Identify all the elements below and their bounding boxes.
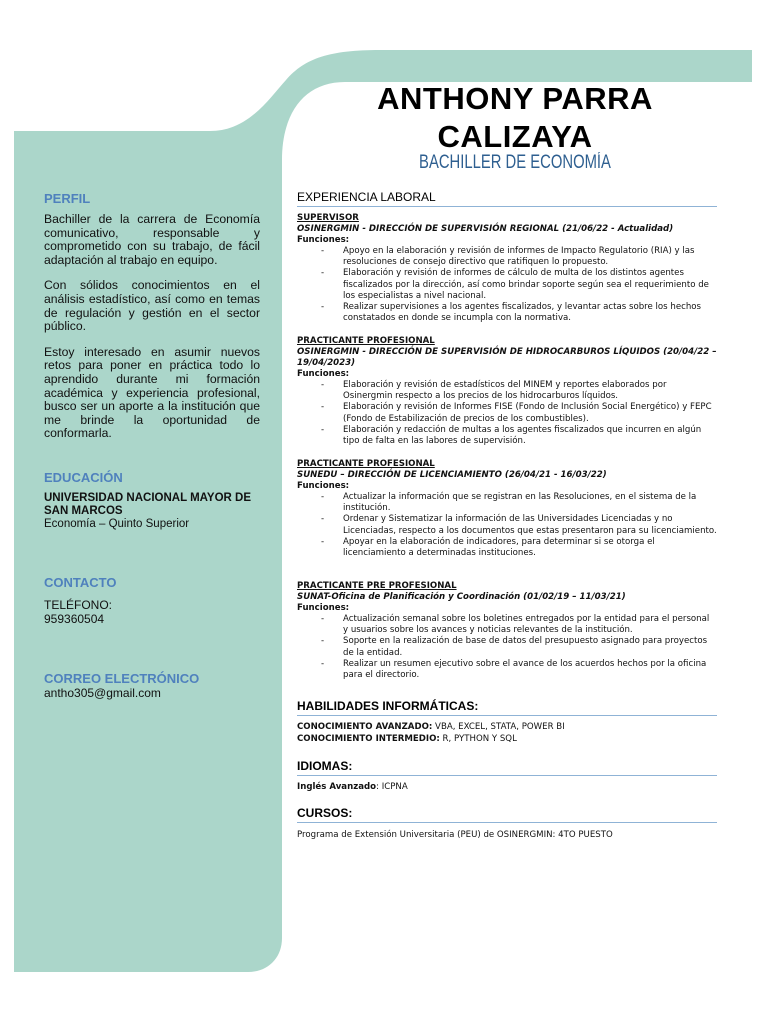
educacion-section [44, 492, 260, 531]
list-item: - Elaboración y revisión de informes de cálculo de multa de los distintos agentes fiscalizados por la dirección, así como brindar soporte según sea el requerimiento de los especialistas a nivel nacional. [343, 268, 717, 302]
skill-advanced-value: VBA, EXCEL, STATA, POWER BI [432, 722, 565, 732]
job-title: PRACTICANTE PRE PROFESIONAL [297, 581, 457, 591]
contacto-section [44, 598, 260, 626]
job-organization: SUNAT-Oficina de Planificación y Coordinación (01/02/19 – 11/03/21) [297, 592, 626, 602]
list-item: - Elaboración y redacción de multas a los agentes fiscalizados que incurren en algún tipo de falta en las labores de supervisión. [343, 425, 717, 447]
university-name: UNIVERSIDAD NACIONAL MAYOR DE SAN MARCOS [44, 492, 252, 517]
functions-label: Funciones: [297, 603, 350, 613]
correo-section [44, 686, 260, 700]
skill-intermediate [297, 734, 717, 746]
name-line-2: CALIZAYA [437, 119, 593, 154]
job-3 [297, 459, 717, 559]
list-item: - Apoyar en la elaboración de indicadores, para determinar si se otorga el licenciamiento a determinadas instituciones. [343, 537, 717, 559]
course-item: Programa de Extensión Universitaria (PEU) de OSINERGMIN: 4TO PUESTO [297, 830, 613, 840]
languages-heading: IDIOMAS: [297, 759, 717, 776]
skill-intermediate-label: CONOCIMIENTO INTERMEDIO: [297, 733, 440, 744]
job-title: SUPERVISOR [297, 213, 359, 223]
job-title: PRACTICANTE PROFESIONAL [297, 459, 435, 469]
job-1 [297, 213, 717, 324]
list-item: - Actualización semanal sobre los boletines entregados por la entidad para el personal y usuarios sobre los avances y noticias relevantes de la institución. [343, 614, 717, 636]
language-item [297, 782, 717, 794]
experience-heading: EXPERIENCIA LABORAL [297, 190, 717, 207]
telefono-value: 959360504 [44, 612, 105, 626]
job-4 [297, 581, 717, 681]
list-item: - Elaboración y revisión de estadísticos del MINEM y reportes elaborados por Osinergmin respecto a los precios de los hidrocarburos líquidos. [343, 380, 717, 402]
list-item: - Soporte en la realización de base de datos del presupuesto asignado para proyectos de la entidad. [343, 636, 717, 658]
list-item: - Apoyo en la elaboración y revisión de informes de Impacto Regulatorio (RIA) y las resoluciones de consejo directivo que ratifiquen lo propuesto. [343, 246, 717, 268]
perfil-paragraph-1: Bachiller de la carrera de Economía comunicativo, responsable y comprometido con su trabajo, de fácil adaptación al trabajo en equipo. [44, 212, 260, 267]
job-subtitle: BACHILLER DE ECONOMÍA [419, 152, 611, 173]
perfil-section [44, 213, 260, 441]
skills-section [297, 722, 717, 745]
skill-intermediate-value: R, PYTHON Y SQL [439, 733, 517, 744]
courses-section [297, 830, 717, 842]
job-organization: OSINERGMIN - DIRECCIÓN DE SUPERVISIÓN DE HIDROCARBUROS LÍQUIDOS (20/04/22 – 19/04/2023) [297, 347, 717, 368]
list-item: - Realizar un resumen ejecutivo sobre el avance de los acuerdos hechos por la oficina para el directorio. [343, 659, 717, 681]
list-item: - Realizar supervisiones a los agentes fiscalizados, y levantar actas sobre los hechos constatados en donde se incumpla con la normativa. [343, 302, 717, 324]
languages-section [297, 782, 717, 794]
list-item: - Ordenar y Sistematizar la información de las Universidades Licenciadas y no Licenciadas, respecto a los documentos que estas presentaron para su licenciamiento. [343, 514, 717, 536]
job-organization: OSINERGMIN - DIRECCIÓN DE SUPERVISIÓN REGIONAL (21/06/22 - Actualidad) [297, 224, 674, 234]
skill-advanced-label: CONOCIMIENTO AVANZADO: [297, 722, 433, 732]
list-item: - Elaboración y revisión de Informes FISE (Fondo de Inclusión Social Energético) y FEPC (Fondo de Estabilización de precios de los combustibles). [343, 402, 717, 424]
courses-heading: CURSOS: [297, 806, 717, 823]
job-title: PRACTICANTE PROFESIONAL [297, 336, 435, 346]
job-2 [297, 336, 717, 447]
perfil-paragraph-3: Estoy interesado en asumir nuevos retos para poner en práctica todo lo aprendido durante mi formación académica y experiencia profesional, busco ser un aporte a la institución que me brinde la oportunidad de conformarla. [44, 344, 260, 441]
email-value: antho305@gmail.com [44, 686, 161, 700]
perfil-heading: PERFIL [44, 191, 91, 206]
correo-heading: CORREO ELECTRÓNICO [44, 671, 200, 686]
skill-advanced [297, 722, 717, 734]
telefono-label: TELÉFONO: [44, 598, 113, 612]
list-item: - Actualizar la información que se registran en las Resoluciones, en el sistema de la institución. [343, 492, 717, 514]
language-label: Inglés Avanzado [297, 782, 377, 792]
job-organization: SUNEDU – DIRECCIÓN DE LICENCIAMIENTO (26/04/21 - 16/03/22) [297, 470, 607, 480]
degree-text: Economía – Quinto Superior [44, 518, 190, 530]
functions-label: Funciones: [297, 369, 350, 379]
educacion-heading: EDUCACIÓN [44, 470, 123, 485]
functions-label: Funciones: [297, 481, 350, 491]
functions-label: Funciones: [297, 235, 350, 245]
skills-heading: HABILIDADES INFORMÁTICAS: [297, 699, 717, 716]
name-block [330, 80, 700, 156]
name-line-1: ANTHONY PARRA [377, 81, 653, 116]
language-value: : ICPNA [376, 782, 408, 792]
perfil-paragraph-2: Con sólidos conocimientos en el análisis estadístico, así como en temas de regulación y gestión en el sector público. [44, 278, 260, 334]
contacto-heading: CONTACTO [44, 575, 117, 590]
